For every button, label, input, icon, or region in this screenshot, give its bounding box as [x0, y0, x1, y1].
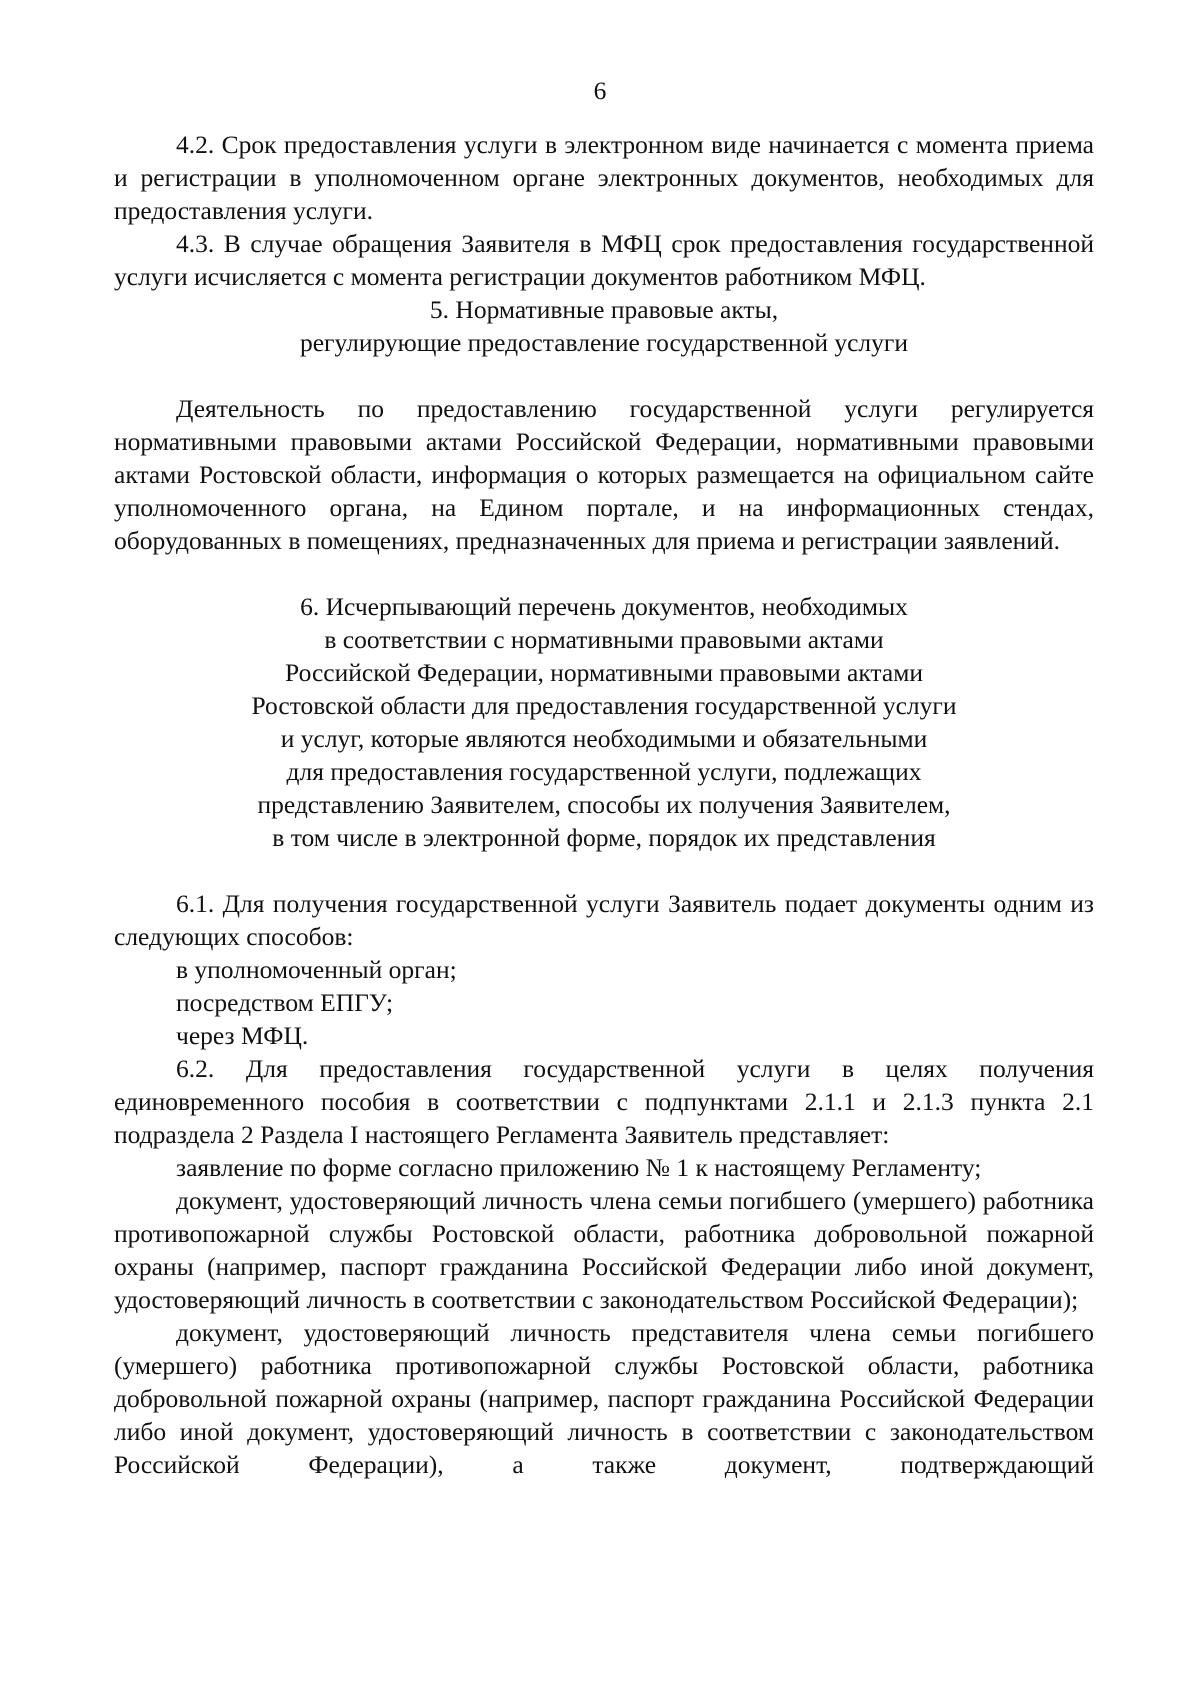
- page-number: 6: [593, 76, 607, 105]
- spacer: [114, 359, 1094, 392]
- spacer: [114, 854, 1094, 887]
- section-5-heading-line: регулирующие предоставление государственной услуги: [299, 328, 909, 357]
- list-item: через МФЦ.: [176, 1021, 309, 1050]
- list-item: документ, удостоверяющий личность представителя члена семьи погибшего (умершего) работника противопожарной службы Ростовской области, работника добровольной пожарной охраны (например, паспорт гражданина Российской Федерации либо иной документ, удостоверяющий личность в соответствии с законодательством Российской Федерации), а также документ, подтверждающий: [114, 1318, 1094, 1479]
- section-5-heading: [114, 293, 1094, 359]
- section-6-heading-line: представлению Заявителем, способы их получения Заявителем,: [257, 790, 951, 819]
- document-content: [114, 128, 1094, 1481]
- paragraph-4-2: 4.2. Срок предоставления услуги в электронном виде начинается с момента приема и регистрации в уполномоченном органе электронных документов, необходимых для предоставления услуги.: [114, 130, 1094, 225]
- section-6-heading-line: для предоставления государственной услуги, подлежащих: [286, 757, 922, 786]
- section-6-heading: [114, 590, 1094, 854]
- list-item: заявление по форме согласно приложению № 1 к настоящему Регламенту;: [176, 1153, 982, 1182]
- spacer: [114, 557, 1094, 590]
- section-6-heading-line: 6. Исчерпывающий перечень документов, необходимых: [300, 592, 908, 621]
- list-item: в уполномоченный орган;: [176, 955, 457, 984]
- paragraph-6-2: 6.2. Для предоставления государственной услуги в целях получения единовременного пособия в соответствии с подпунктами 2.1.1 и 2.1.3 пункта 2.1 подраздела 2 Раздела I настоящего Регламента Заявитель представляет:: [114, 1054, 1094, 1149]
- section-6-heading-line: и услуг, которые являются необходимыми и обязательными: [280, 724, 928, 753]
- section-6-heading-line: Российской Федерации, нормативными правовыми актами: [285, 658, 923, 687]
- paragraph-6-1: 6.1. Для получения государственной услуги Заявитель подает документы одним из следующих способов:: [114, 889, 1094, 951]
- list-item: документ, удостоверяющий личность члена семьи погибшего (умершего) работника противопожарной службы Ростовской области, работника добровольной пожарной охраны (например, паспорт гражданина Российской Федерации либо иной документ, удостоверяющий личность в соответствии с законодательством Российской Федерации);: [114, 1186, 1094, 1314]
- paragraph-5-body: Деятельность по предоставлению государственной услуги регулируется нормативными правовыми актами Российской Федерации, нормативными правовыми актами Ростовской области, информация о которых размещается на официальном сайте уполномоченного органа, на Едином портале, и на информационных стендах, оборудованных в помещениях, предназначенных для приема и регистрации заявлений.: [114, 394, 1094, 555]
- paragraph-4-3: 4.3. В случае обращения Заявителя в МФЦ срок предоставления государственной услуги исчисляется с момента регистрации документов работником МФЦ.: [114, 229, 1094, 291]
- section-5-heading-line: 5. Нормативные правовые акты,: [429, 295, 779, 324]
- list-item: посредством ЕПГУ;: [176, 988, 394, 1017]
- section-6-heading-line: в том числе в электронной форме, порядок их представления: [272, 823, 936, 852]
- section-6-heading-line: в соответствии с нормативными правовыми актами: [324, 625, 884, 654]
- section-6-heading-line: Ростовской области для предоставления государственной услуги: [251, 691, 957, 720]
